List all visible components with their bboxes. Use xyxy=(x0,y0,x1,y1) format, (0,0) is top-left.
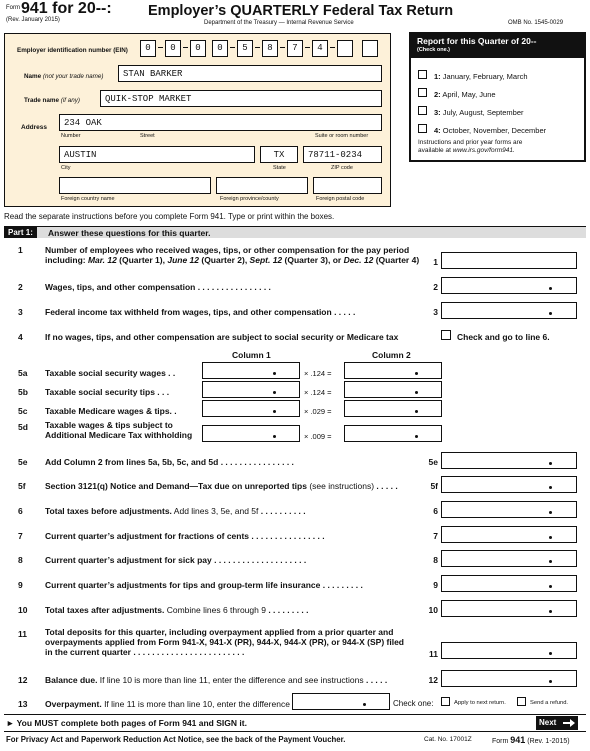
l1-prefix: including: xyxy=(45,255,88,265)
decimal-point xyxy=(363,703,366,706)
next-label: Next xyxy=(539,718,557,727)
l8-dots: . . . . . . . . . . . . . . . . . . . . xyxy=(211,555,307,565)
line-5e-amount-field[interactable] xyxy=(441,452,577,469)
quarter-2-num: 2: xyxy=(434,90,441,99)
l12-dots: . . . . . xyxy=(363,675,388,685)
employer-name-field[interactable]: STAN BARKER xyxy=(118,65,382,82)
l1-q3: Sept. 12 xyxy=(249,255,283,265)
l3-text: Federal income tax withheld from wages, tips, and other compensation xyxy=(45,307,332,317)
line-5a-rate: × .124 = xyxy=(304,369,332,378)
l12-text: Balance due. xyxy=(45,675,98,685)
part1-bar xyxy=(4,226,586,238)
l5b-text: Taxable social security tips xyxy=(45,387,155,397)
l5c-dots: . xyxy=(171,406,177,416)
footer-divider-2 xyxy=(4,731,586,732)
line-5d-column-2-field[interactable] xyxy=(344,425,442,442)
line-3-number: 3 xyxy=(18,307,23,317)
line-5e-ref: 5e xyxy=(428,457,438,467)
decimal-point xyxy=(549,486,552,489)
l5e-dots: . . . . . . . . . . . . . . . . xyxy=(218,457,294,467)
l9-text: Current quarter’s adjustments for tips and group-term life insurance xyxy=(45,580,321,590)
decimal-point xyxy=(415,410,418,413)
decimal-point xyxy=(273,435,276,438)
line-5b-number: 5b xyxy=(18,387,28,397)
line-11-ref: 11 xyxy=(429,649,438,659)
line-1-ref: 1 xyxy=(433,257,438,267)
l8-text: Current quarter’s adjustment for sick pay xyxy=(45,555,212,565)
l6-norm: Add lines 3, 5e, and 5f xyxy=(171,506,259,516)
line-8-amount-field[interactable] xyxy=(441,550,577,567)
line-5d-column-1-field[interactable] xyxy=(202,425,300,442)
line-4-check-label: Check and go to line 6. xyxy=(457,332,550,342)
apply-to-next-return-checkbox[interactable] xyxy=(441,697,450,706)
line-10-text xyxy=(45,605,308,615)
l10-norm: Combine lines 6 through 9 xyxy=(164,605,266,615)
line-5a-text xyxy=(45,368,175,378)
trade-name-field[interactable]: QUIK-STOP MARKET xyxy=(100,90,382,107)
address-label: Address xyxy=(21,124,48,131)
line-12-text xyxy=(45,675,387,685)
decimal-point xyxy=(415,391,418,394)
decimal-point xyxy=(549,462,552,465)
caption-street: Street xyxy=(140,133,155,139)
line-5b-column-2-field[interactable] xyxy=(344,381,442,398)
line-8-text xyxy=(45,555,306,565)
caption-state: State xyxy=(273,165,286,171)
caption-zip: ZIP code xyxy=(331,165,353,171)
note-line-2 xyxy=(418,147,522,155)
l7-dots: . . . . . . . . . . . . . . . . xyxy=(249,531,325,541)
ein-digit-5[interactable]: 5 xyxy=(237,40,253,57)
l1-q1s: (Quarter 1), xyxy=(116,255,168,265)
l1-q4s: (Quarter 4) xyxy=(373,255,420,265)
l7-text: Current quarter’s adjustment for fractions of cents xyxy=(45,531,250,541)
ein-digit-6[interactable]: 8 xyxy=(262,40,278,57)
decimal-point xyxy=(549,680,552,683)
quarter-2-checkbox[interactable] xyxy=(418,88,427,97)
ein-dash xyxy=(158,47,163,48)
street-address-field[interactable]: 234 OAK xyxy=(59,114,382,131)
line-5f-ref: 5f xyxy=(430,481,438,491)
line-5b-text xyxy=(45,387,169,397)
decimal-point xyxy=(273,410,276,413)
line-5b-column-1-field[interactable] xyxy=(202,381,300,398)
decimal-point xyxy=(549,312,552,315)
l5f-norm: (see instructions) xyxy=(306,481,375,491)
line-10-ref: 10 xyxy=(428,605,438,615)
quarter-4-label xyxy=(434,126,546,135)
l11-dots: . . . . . . . . . . . . . . . . . . . . . . . . xyxy=(130,647,245,657)
ein-digit-9[interactable] xyxy=(337,40,353,57)
l1-q2: June 12 xyxy=(167,255,199,265)
decimal-point xyxy=(273,391,276,394)
decimal-point xyxy=(273,372,276,375)
line-1-employees-field[interactable] xyxy=(441,252,577,269)
line-5f-number: 5f xyxy=(18,481,26,491)
ein-dash xyxy=(280,47,285,48)
l6-dots: . . . . . . . . . . xyxy=(258,506,306,516)
name-label-text: Name xyxy=(24,73,42,80)
line-6-ref: 6 xyxy=(433,506,438,516)
quarter-selection-box xyxy=(409,32,586,162)
line-8-number: 8 xyxy=(18,555,23,565)
trade-label-text: Trade name xyxy=(24,97,59,104)
caption-foreign-postal: Foreign postal code xyxy=(316,196,365,202)
l13-norm: If line 11 is more than line 10, enter the difference xyxy=(101,699,290,709)
irs-link[interactable]: www.irs.gov/form941. xyxy=(452,147,515,154)
footer-form-id xyxy=(492,735,570,745)
line-5e-text xyxy=(45,457,294,467)
l2-text: Wages, tips, and other compensation xyxy=(45,282,196,292)
line-4-text: If no wages, tips, and other compensation are subject to social security or Medicare tax xyxy=(45,332,399,342)
quarter-3-num: 3: xyxy=(434,108,441,117)
form-department: Department of the Treasury — Internal Revenue Service xyxy=(204,20,354,26)
line-5c-text xyxy=(45,406,177,416)
line-10-amount-field[interactable] xyxy=(441,600,577,617)
line-5c-column-1-field[interactable] xyxy=(202,400,300,417)
quarter-box-title: Report for this Quarter of 20-- xyxy=(417,36,537,46)
ein-dash xyxy=(255,47,260,48)
decimal-point xyxy=(415,435,418,438)
line-10-number: 10 xyxy=(18,605,28,615)
form-title: Employer’s QUARTERLY Federal Tax Return xyxy=(148,3,454,19)
privacy-notice: For Privacy Act and Paperwork Reduction Act Notice, see the back of the Payment Voucher. xyxy=(6,735,346,744)
footer-form-num: 941 xyxy=(510,735,526,745)
ein-dash xyxy=(305,47,310,48)
send-refund-checkbox[interactable] xyxy=(517,697,526,706)
line-4-checkbox[interactable] xyxy=(441,330,451,340)
foreign-postal-field[interactable] xyxy=(313,177,382,194)
ein-digit-3[interactable]: 0 xyxy=(190,40,206,57)
l5a-text: Taxable social security wages xyxy=(45,368,166,378)
ein-digit-4[interactable]: 0 xyxy=(212,40,228,57)
l5c-text: Taxable Medicare wages & tips. xyxy=(45,406,172,416)
form-revision: (Rev. January 2015) xyxy=(6,17,60,23)
l5a-dots: . . xyxy=(165,368,176,378)
l2-dots: . . . . . . . . . . . . . . . . xyxy=(195,282,271,292)
decimal-point xyxy=(549,511,552,514)
quarter-1-label xyxy=(434,72,528,81)
line-11-amount-field[interactable] xyxy=(441,642,577,659)
apply-to-next-return-label: Apply to next return. xyxy=(454,700,506,706)
caption-number: Number xyxy=(61,133,81,139)
line-11-number: 11 xyxy=(18,629,27,639)
form-word: Form xyxy=(6,5,20,11)
line-5a-number: 5a xyxy=(18,368,28,378)
l13-text: Overpayment. xyxy=(45,699,102,709)
l11-text-b: overpayments applied from Form 941-X, 941-X (PR), 944-X, 944-X (PR), or 944-X (SP) filed xyxy=(45,637,404,647)
part1-label: Part 1: xyxy=(4,227,37,238)
name-label-sub: (not your trade name) xyxy=(42,73,104,80)
line-5e-number: 5e xyxy=(18,457,28,467)
line-1-text xyxy=(45,245,419,265)
state-field[interactable]: TX xyxy=(260,146,298,163)
caption-foreign-province: Foreign province/county xyxy=(220,196,279,202)
footer-divider xyxy=(4,714,586,715)
note-prefix: available at xyxy=(418,147,453,154)
omb-number: OMB No. 1545-0029 xyxy=(508,20,564,26)
line-3-amount-field[interactable] xyxy=(441,302,577,319)
line-5c-rate: × .029 = xyxy=(304,407,332,416)
line-9-ref: 9 xyxy=(433,580,438,590)
line-5f-text xyxy=(45,481,398,491)
line-5d-rate: × .009 = xyxy=(304,432,332,441)
line-9-text xyxy=(45,580,363,590)
quarter-1-checkbox[interactable] xyxy=(418,70,427,79)
line-5d-text xyxy=(45,420,192,440)
ein-dash xyxy=(183,47,188,48)
line-5f-amount-field[interactable] xyxy=(441,476,577,493)
line-12-amount-field[interactable] xyxy=(441,670,577,687)
decimal-point xyxy=(415,372,418,375)
l10-text: Total taxes after adjustments. xyxy=(45,605,165,615)
ein-dash xyxy=(230,47,235,48)
line-2-amount-field[interactable] xyxy=(441,277,577,294)
decimal-point xyxy=(549,610,552,613)
line-12-number: 12 xyxy=(18,675,28,685)
l5d-text-a: Taxable wages & tips subject to xyxy=(45,420,173,430)
line-2-number: 2 xyxy=(18,282,23,292)
line-7-text xyxy=(45,531,325,541)
arrow-right-icon xyxy=(563,719,575,727)
line-2-ref: 2 xyxy=(433,282,438,292)
l1-q3s: (Quarter 3), or xyxy=(282,255,344,265)
decimal-point xyxy=(549,536,552,539)
line-6-number: 6 xyxy=(18,506,23,516)
column-2-header: Column 2 xyxy=(372,350,411,360)
line-11-text xyxy=(45,627,404,657)
l6-text: Total taxes before adjustments. xyxy=(45,506,172,516)
ein-digit-8[interactable]: 4 xyxy=(312,40,328,57)
quarter-box-header xyxy=(411,34,584,58)
quarter-4-checkbox[interactable] xyxy=(418,124,427,133)
must-complete-note: ► You MUST complete both pages of Form 941 and SIGN it. xyxy=(6,718,247,728)
city-field[interactable]: AUSTIN xyxy=(59,146,255,163)
ein-digit-10[interactable] xyxy=(362,40,378,57)
l10-dots: . . . . . . . . . xyxy=(265,605,309,615)
decimal-point xyxy=(549,652,552,655)
line-1-text-a: Number of employees who received wages, tips, or other compensation for the pay period xyxy=(45,245,410,255)
quarter-1-num: 1: xyxy=(434,72,441,81)
part1-title: Answer these questions for this quarter. xyxy=(48,228,211,238)
quarter-2-text: April, May, June xyxy=(442,90,496,99)
line-9-amount-field[interactable] xyxy=(441,575,577,592)
line-6-text xyxy=(45,506,306,516)
column-1-header: Column 1 xyxy=(232,350,271,360)
line-9-number: 9 xyxy=(18,580,23,590)
line-5c-column-2-field[interactable] xyxy=(344,400,442,417)
send-refund-label: Send a refund. xyxy=(530,700,569,706)
foreign-country-field[interactable] xyxy=(59,177,211,194)
l1-q1: Mar. 12 xyxy=(87,255,117,265)
line-13-amount-field[interactable] xyxy=(292,693,390,710)
line-7-amount-field[interactable] xyxy=(441,526,577,543)
quarter-box-subtitle: (Check one.) xyxy=(417,47,451,53)
quarter-box-note xyxy=(418,139,522,155)
l9-dots: . . . . . . . . . xyxy=(320,580,363,590)
l5e-text: Add Column 2 from lines 5a, 5b, 5c, and 5d xyxy=(45,457,219,467)
l3-dots: . . . . . xyxy=(331,307,356,317)
name-label xyxy=(24,73,103,80)
line-5b-rate: × .124 = xyxy=(304,388,332,397)
line-13-number: 13 xyxy=(18,699,28,709)
caption-suite: Suite or room number xyxy=(315,133,369,139)
quarter-3-text: July, August, September xyxy=(442,108,524,117)
form-number: 941 for 20--: xyxy=(21,0,112,17)
decimal-point xyxy=(549,560,552,563)
l1-q4: Dec. 12 xyxy=(343,255,374,265)
line-13-text xyxy=(45,699,290,709)
quarter-1-text: January, February, March xyxy=(442,72,528,81)
l11-c: in the current quarter xyxy=(45,647,131,657)
l1-q2s: (Quarter 2), xyxy=(199,255,250,265)
l11-text-a: Total deposits for this quarter, including overpayment applied from a prior quarter and xyxy=(45,627,394,637)
decimal-point xyxy=(549,585,552,588)
l5b-dots: . . . xyxy=(154,387,170,397)
l12-norm: If line 10 is more than line 11, enter the difference and see instructions xyxy=(97,675,364,685)
zip-field[interactable]: 78711-0234 xyxy=(303,146,382,163)
line-4-number: 4 xyxy=(18,332,23,342)
ein-digit-7[interactable]: 7 xyxy=(287,40,303,57)
l11-text-c xyxy=(45,647,404,657)
ein-digit-2[interactable]: 0 xyxy=(165,40,181,57)
line-12-ref: 12 xyxy=(428,675,438,685)
note-line-1: Instructions and prior year forms are xyxy=(418,139,523,146)
catalog-number: Cat. No. 17001Z xyxy=(424,736,472,743)
l5d-text-b: Additional Medicare Tax withholding xyxy=(45,430,193,440)
quarter-3-label xyxy=(434,108,524,117)
line-1-number: 1 xyxy=(18,245,23,255)
line-7-number: 7 xyxy=(18,531,23,541)
line-8-ref: 8 xyxy=(433,555,438,565)
line-1-text-b xyxy=(45,255,419,265)
ein-label: Employer identification number (EIN) xyxy=(17,47,128,54)
quarter-4-text: October, November, December xyxy=(442,126,547,135)
line-3-ref: 3 xyxy=(433,307,438,317)
line-13-check-one: Check one: xyxy=(393,699,434,708)
quarter-3-checkbox[interactable] xyxy=(418,106,427,115)
line-5d-number: 5d xyxy=(18,422,28,432)
quarter-4-num: 4: xyxy=(434,126,441,135)
trade-label-sub: (if any) xyxy=(60,97,80,104)
line-3-text xyxy=(45,307,355,317)
line-5a-column-1-field[interactable] xyxy=(202,362,300,379)
caption-foreign-country: Foreign country name xyxy=(61,196,115,202)
l5f-dots: . . . . . xyxy=(374,481,398,491)
trade-name-label xyxy=(24,97,80,104)
line-2-text xyxy=(45,282,271,292)
foreign-province-field[interactable] xyxy=(216,177,308,194)
ein-digit-1[interactable]: 0 xyxy=(140,40,156,57)
instructions-line: Read the separate instructions before you complete Form 941. Type or print within the boxes. xyxy=(4,212,335,221)
footer-form-label: Form xyxy=(492,738,509,745)
line-5a-column-2-field[interactable] xyxy=(344,362,442,379)
caption-city: City xyxy=(61,165,71,171)
footer-form-rev: (Rev. 1-2015) xyxy=(527,738,570,745)
ein-dash xyxy=(330,47,335,48)
line-6-amount-field[interactable] xyxy=(441,501,577,518)
line-7-ref: 7 xyxy=(433,531,438,541)
decimal-point xyxy=(549,287,552,290)
line-5c-number: 5c xyxy=(18,406,28,416)
next-page-button[interactable] xyxy=(536,716,578,730)
l5f-text: Section 3121(q) Notice and Demand—Tax due on unreported tips xyxy=(45,481,307,491)
quarter-2-label xyxy=(434,90,496,99)
